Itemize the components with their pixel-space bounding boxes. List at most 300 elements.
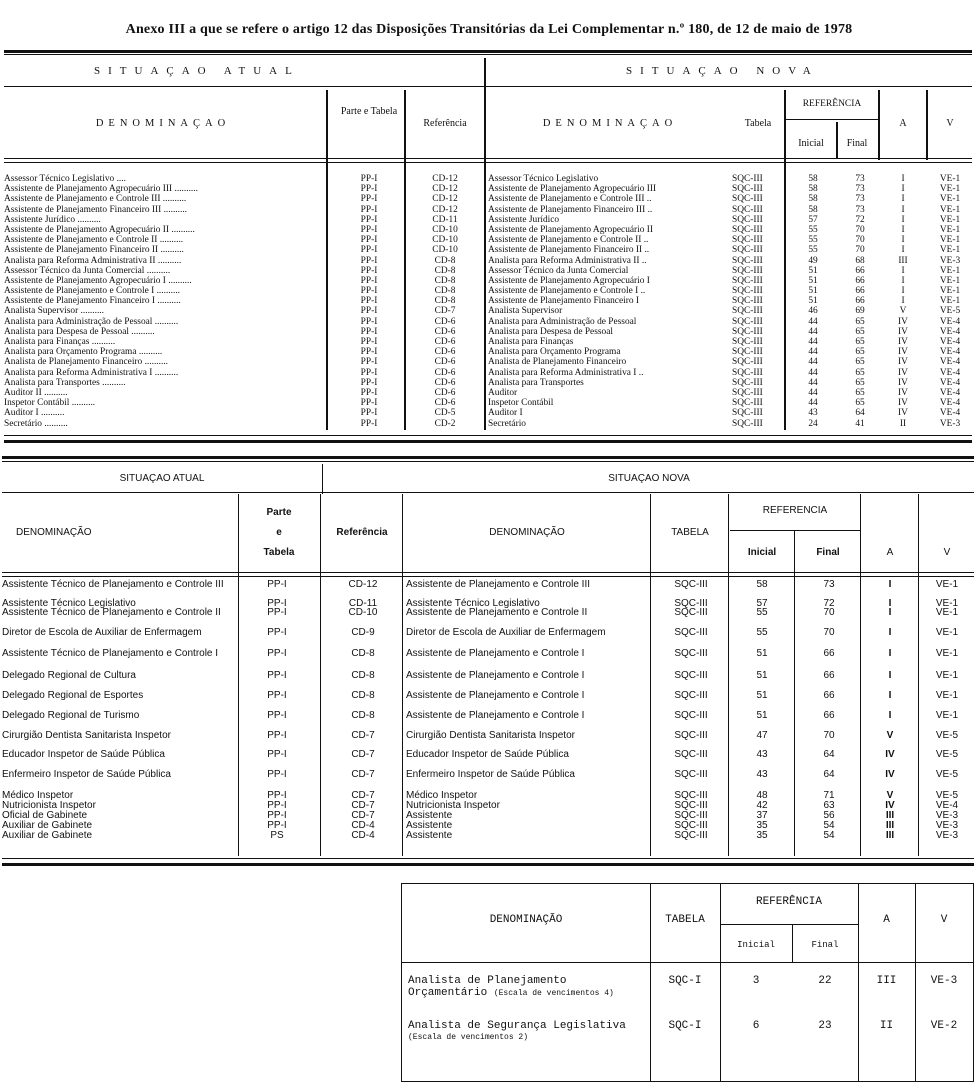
col-a: I: [901, 275, 905, 286]
col-a: IV: [898, 337, 908, 347]
ref-inicial: 58: [808, 174, 818, 184]
col-a: IV: [898, 326, 908, 337]
table-row: [4, 184, 972, 194]
ref-final: 70: [855, 224, 865, 235]
col-v: VE-1: [939, 296, 961, 307]
old-parte: PP-I: [360, 408, 378, 419]
new-tabela: SQC-III: [732, 387, 763, 398]
new-tabela: SQC-III: [732, 214, 763, 225]
old-denominacao: Educador Inspetor de Saúde Pública: [2, 749, 165, 760]
old-denominacao: Assistente de Planejamento Agropecuário II ..........: [4, 224, 195, 235]
rule: [2, 572, 974, 573]
old-parte: PP-I: [360, 235, 378, 246]
ref-final: 65: [855, 398, 865, 409]
rule: [2, 576, 974, 577]
old-denominacao: Diretor de Escola de Auxiliar de Enfermagem: [2, 627, 202, 638]
new-denominacao: Assistente de Planejamento e Controle I: [406, 648, 585, 659]
col-a: I: [888, 670, 892, 681]
old-referencia: CD-7: [351, 749, 375, 760]
ref-final: 65: [855, 367, 865, 378]
old-parte: PP-I: [267, 598, 287, 609]
ref-inicial: 44: [808, 398, 818, 409]
new-denominacao: Assistente: [406, 820, 453, 831]
rule: [4, 86, 972, 87]
row-final: 23: [818, 1020, 832, 1032]
new-denominacao: Inspetor Contábil: [488, 398, 554, 409]
old-referencia: CD-7: [434, 306, 456, 317]
old-denominacao: Analista para Despesa de Pessoal ..........: [4, 326, 155, 337]
old-denominacao: Delegado Regional de Turismo: [2, 710, 140, 721]
col-a: IV: [898, 357, 908, 368]
new-tabela: SQC-III: [674, 790, 708, 801]
header-parte-tabela-text: Parte e Tabela: [340, 106, 398, 117]
col-a: IV: [885, 800, 895, 811]
new-denominacao: Assistente de Planejamento e Controle I: [406, 670, 585, 681]
col-a: IV: [898, 367, 908, 378]
old-referencia: CD-4: [351, 820, 375, 831]
new-tabela: SQC-III: [674, 627, 708, 638]
col-v: VE-3: [935, 810, 959, 821]
table-row: [4, 398, 972, 408]
old-denominacao: Inspetor Contábil ..........: [4, 398, 96, 409]
old-parte: PP-I: [267, 790, 287, 801]
old-referencia: CD-8: [351, 648, 375, 659]
old-referencia: CD-8: [434, 265, 456, 276]
old-parte: PP-I: [360, 184, 378, 195]
col-a: V: [886, 730, 894, 741]
old-referencia: CD-11: [432, 214, 458, 225]
old-denominacao: Analista para Administração de Pessoal ..........: [4, 316, 179, 327]
col-a: I: [901, 265, 905, 276]
new-denominacao: Assistente de Planejamento Financeiro II ..: [488, 245, 650, 256]
old-referencia: CD-12: [432, 174, 458, 184]
old-referencia: CD-6: [434, 347, 456, 358]
new-tabela: SQC-III: [732, 306, 763, 317]
col-v: VE-4: [939, 377, 961, 388]
header-referencia-group: REFERENCIA: [762, 505, 828, 516]
header-v: V: [946, 118, 954, 129]
new-tabela: SQC-III: [674, 648, 708, 659]
col-rule: [878, 90, 880, 160]
col-rule: [860, 494, 861, 856]
header-parte: Parte: [266, 507, 292, 518]
old-referencia: CD-8: [434, 255, 456, 266]
table-row: [4, 235, 972, 245]
col-v: VE-4: [939, 398, 961, 409]
rule: [720, 924, 858, 925]
old-parte: PP-I: [360, 398, 378, 409]
ref-final: 70: [823, 627, 835, 638]
table-row: [4, 419, 972, 429]
ref-final: 65: [855, 377, 865, 388]
row-inicial: 6: [752, 1020, 760, 1032]
old-denominacao: Enfermeiro Inspetor de Saúde Pública: [2, 769, 171, 780]
annex-title: Anexo III a que se refere o artigo 12 das Disposições Transitórias da Lei Complementar n.º 180, de 12 de maio de 1978: [125, 22, 853, 37]
old-parte: PP-I: [360, 418, 378, 429]
ref-inicial: 51: [756, 710, 768, 721]
ref-inicial: 37: [756, 810, 768, 821]
ref-final: 69: [855, 306, 865, 317]
new-tabela: SQC-III: [674, 769, 708, 780]
col-v: VE-1: [939, 245, 961, 256]
new-tabela: SQC-III: [732, 357, 763, 368]
col-v: VE-1: [939, 184, 961, 195]
ref-final: 56: [823, 810, 835, 821]
old-referencia: CD-10: [432, 245, 458, 256]
old-parte: PP-I: [267, 710, 287, 721]
old-referencia: CD-12: [432, 194, 458, 205]
col-rule: [322, 464, 323, 494]
header-tabela: Tabela: [744, 118, 772, 129]
row-inicial: 3: [752, 975, 760, 987]
ref-inicial: 58: [808, 194, 818, 205]
col-rule: [320, 494, 321, 856]
col-rule: [918, 494, 919, 856]
rule: [4, 50, 972, 53]
ref-inicial: 58: [808, 204, 818, 215]
col-v: VE-1: [939, 214, 961, 225]
col-v: VE-4: [939, 326, 961, 337]
table-row: [4, 317, 972, 327]
old-referencia: CD-8: [434, 286, 456, 297]
new-tabela: SQC-III: [732, 377, 763, 388]
row-v: VE-3: [930, 975, 958, 987]
old-parte: PP-I: [360, 367, 378, 378]
rule: [2, 863, 974, 866]
section-situacao-atual: SITUAÇAO ATUAL: [94, 65, 300, 77]
col-v: VE-4: [935, 800, 959, 811]
col-a: III: [885, 830, 895, 841]
header-e: e: [276, 527, 282, 538]
new-tabela: SQC-III: [674, 710, 708, 721]
ref-final: 64: [855, 408, 865, 419]
ref-final: 72: [823, 598, 835, 609]
old-referencia: CD-8: [351, 710, 375, 721]
old-referencia: CD-8: [434, 275, 456, 286]
new-denominacao: Auditor: [488, 387, 518, 398]
old-parte: PS: [270, 830, 284, 841]
col-v: VE-4: [939, 337, 961, 347]
new-denominacao: Assistente: [406, 830, 453, 841]
old-parte: PP-I: [267, 579, 287, 590]
ref-inicial: 44: [808, 347, 818, 358]
col-a: IV: [885, 749, 895, 760]
col-v: VE-5: [935, 749, 959, 760]
ref-final: 73: [855, 194, 865, 205]
new-denominacao: Assistente de Planejamento Agropecuário I: [488, 275, 650, 286]
col-v: VE-1: [935, 579, 959, 590]
ref-final: 66: [823, 710, 835, 721]
col-v: VE-1: [939, 265, 961, 276]
old-parte: PP-I: [360, 337, 378, 347]
col-a: III: [898, 255, 908, 266]
old-denominacao: Nutricionista Inspetor: [2, 800, 96, 811]
ref-inicial: 51: [756, 648, 768, 659]
ref-inicial: 46: [808, 306, 818, 317]
ref-inicial: 51: [808, 296, 818, 307]
new-denominacao: Assistente Jurídico: [488, 214, 560, 225]
col-a: IV: [898, 377, 908, 388]
new-tabela: SQC-III: [732, 418, 763, 429]
col-v: VE-4: [939, 387, 961, 398]
header-denominacao-old: DENOMINAÇÃO: [16, 527, 92, 538]
new-denominacao: Analista Supervisor: [488, 306, 563, 317]
ref-inicial: 44: [808, 316, 818, 327]
old-denominacao: Delegado Regional de Esportes: [2, 690, 144, 701]
ref-final: 65: [855, 357, 865, 368]
new-tabela: SQC-III: [732, 174, 763, 184]
new-denominacao: Assistente de Planejamento e Controle II ..: [488, 235, 649, 246]
col-v: VE-5: [939, 306, 961, 317]
old-denominacao: Assistente de Planejamento e Controle I ..........: [4, 286, 181, 297]
ref-inicial: 57: [756, 598, 768, 609]
new-denominacao: Analista para Finanças: [488, 337, 574, 347]
col-a: I: [901, 194, 905, 205]
new-denominacao: Analista para Administração de Pessoal: [488, 316, 637, 327]
table-row: [4, 174, 972, 184]
old-referencia: CD-6: [434, 316, 456, 327]
new-tabela: SQC-III: [732, 255, 763, 266]
new-tabela: SQC-III: [732, 367, 763, 378]
new-denominacao: Assistente de Planejamento e Controle III ..: [488, 194, 652, 205]
ref-final: 73: [855, 174, 865, 184]
new-tabela: SQC-III: [732, 275, 763, 286]
ref-inicial: 44: [808, 326, 818, 337]
header-inicial: Inicial: [737, 940, 775, 950]
rule: [402, 962, 973, 963]
table-row: [4, 194, 972, 204]
old-referencia: CD-10: [432, 235, 458, 246]
old-referencia: CD-6: [434, 337, 456, 347]
new-tabela: SQC-III: [674, 800, 708, 811]
header-denominacao-new: DENOMINAÇÃO: [489, 527, 565, 538]
new-denominacao: Assistente de Planejamento e Controle I ..: [488, 286, 646, 297]
new-denominacao: Auditor I: [488, 408, 523, 419]
col-a: I: [901, 296, 905, 307]
old-referencia: CD-8: [351, 670, 375, 681]
ref-final: 65: [855, 337, 865, 347]
new-tabela: SQC-III: [674, 810, 708, 821]
header-parte-tabela: [334, 106, 404, 118]
ref-inicial: 43: [756, 769, 768, 780]
old-parte: PP-I: [360, 326, 378, 337]
new-denominacao: Diretor de Escola de Auxiliar de Enfermagem: [406, 627, 606, 638]
rule: [2, 461, 974, 462]
row-name-line1: Analista de Planejamento: [408, 975, 567, 987]
old-denominacao: Assistente de Planejamento Financeiro II ..........: [4, 245, 184, 256]
col-a: IV: [885, 769, 895, 780]
old-parte: PP-I: [360, 224, 378, 235]
old-parte: PP-I: [267, 800, 287, 811]
old-referencia: CD-6: [434, 387, 456, 398]
table-row: [4, 286, 972, 296]
new-denominacao: Analista de Planejamento Financeiro: [488, 357, 627, 368]
new-denominacao: Assistente de Planejamento e Controle I: [406, 710, 585, 721]
header-a: A: [899, 118, 907, 129]
old-parte: PP-I: [267, 730, 287, 741]
row-name-line2: [408, 987, 648, 1000]
ref-final: 66: [855, 265, 865, 276]
new-denominacao: Educador Inspetor de Saúde Pública: [406, 749, 569, 760]
table-row: [4, 256, 972, 266]
col-v: VE-5: [935, 730, 959, 741]
old-referencia: CD-12: [432, 184, 458, 195]
rule: [786, 119, 878, 120]
ref-final: 65: [855, 326, 865, 337]
header-inicial: Inicial: [747, 547, 777, 558]
table-1-rows: [4, 174, 972, 429]
old-parte: PP-I: [360, 214, 378, 225]
new-tabela: SQC-III: [732, 235, 763, 246]
new-denominacao: Assistente Técnico Legislativo: [406, 598, 540, 609]
old-parte: PP-I: [360, 306, 378, 317]
old-denominacao: Assistente Jurídico ..........: [4, 214, 101, 225]
col-rule: [836, 122, 838, 158]
ref-final: 65: [855, 387, 865, 398]
old-denominacao: Secretário ..........: [4, 418, 68, 429]
row-v: VE-2: [930, 1020, 958, 1032]
header-tabela: TABELA: [671, 527, 709, 538]
old-referencia: CD-9: [351, 627, 375, 638]
old-denominacao: Analista para Finanças ..........: [4, 337, 116, 347]
table-row: [4, 327, 972, 337]
col-v: VE-4: [939, 316, 961, 327]
row-a: III: [876, 975, 897, 987]
old-parte: PP-I: [360, 174, 378, 184]
new-denominacao: Enfermeiro Inspetor de Saúde Pública: [406, 769, 575, 780]
new-denominacao: Assistente de Planejamento e Controle I: [406, 690, 585, 701]
header-tabela: TABELA: [665, 914, 705, 926]
old-denominacao: Analista para Transportes ..........: [4, 377, 126, 388]
new-denominacao: Assistente de Planejamento Agropecuário II: [488, 224, 654, 235]
ref-final: 54: [823, 830, 835, 841]
old-parte: PP-I: [360, 275, 378, 286]
table-row: [4, 276, 972, 286]
new-tabela: SQC-III: [674, 579, 708, 590]
ref-final: 64: [823, 769, 835, 780]
table-row: [408, 975, 648, 1000]
row-note: (Escala de vencimentos 4): [493, 989, 614, 998]
new-tabela: SQC-III: [732, 224, 763, 235]
col-v: VE-3: [939, 255, 961, 266]
section-situacao-nova: SITUAÇAO NOVA: [626, 65, 819, 77]
col-v: VE-1: [939, 235, 961, 246]
table-row: [4, 378, 972, 388]
ref-final: 66: [823, 670, 835, 681]
old-denominacao: Médico Inspetor: [2, 790, 74, 801]
ref-inicial: 51: [808, 265, 818, 276]
ref-inicial: 57: [808, 214, 818, 225]
old-denominacao: Auxiliar de Gabinete: [2, 830, 93, 841]
col-a: I: [901, 184, 905, 195]
ref-final: 66: [855, 275, 865, 286]
new-tabela: SQC-III: [732, 316, 763, 327]
col-v: VE-3: [935, 830, 959, 841]
old-referencia: CD-10: [432, 224, 458, 235]
col-a: I: [901, 204, 905, 215]
old-denominacao: Auditor II ..........: [4, 387, 68, 398]
ref-final: 41: [855, 418, 865, 429]
col-v: VE-1: [935, 648, 959, 659]
old-denominacao: Analista para Reforma Administrativa I ..........: [4, 367, 179, 378]
col-a: I: [888, 579, 892, 590]
table-1: [4, 50, 972, 440]
table-row: [4, 347, 972, 357]
ref-inicial: 51: [756, 670, 768, 681]
old-parte: PP-I: [360, 194, 378, 205]
ref-final: 70: [823, 607, 835, 618]
rule: [4, 440, 972, 443]
table-row: [4, 245, 972, 255]
ref-inicial: 42: [756, 800, 768, 811]
ref-final: 68: [855, 255, 865, 266]
ref-final: 64: [823, 749, 835, 760]
ref-inicial: 55: [808, 235, 818, 246]
col-a: III: [885, 820, 895, 831]
header-a: A: [886, 547, 894, 558]
rule: [2, 492, 974, 493]
row-name-line1: Analista de Segurança Legislativa: [408, 1020, 626, 1032]
old-referencia: CD-7: [351, 810, 375, 821]
old-parte: PP-I: [360, 204, 378, 215]
col-v: VE-4: [939, 357, 961, 368]
ref-inicial: 49: [808, 255, 818, 266]
col-v: VE-1: [939, 224, 961, 235]
header-v: V: [943, 547, 951, 558]
col-a: I: [901, 214, 905, 225]
ref-final: 66: [855, 296, 865, 307]
section-situacao-atual: SITUAÇAO ATUAL: [119, 473, 205, 484]
old-denominacao: Auxiliar de Gabinete: [2, 820, 93, 831]
old-referencia: CD-4: [351, 830, 375, 841]
old-denominacao: Assistente Técnico de Planejamento e Controle I: [2, 648, 219, 659]
new-denominacao: Secretário: [488, 418, 526, 429]
ref-inicial: 44: [808, 367, 818, 378]
col-v: VE-3: [939, 418, 961, 429]
new-denominacao: Assessor Técnico da Junta Comercial: [488, 265, 629, 276]
new-denominacao: Médico Inspetor: [406, 790, 478, 801]
new-denominacao: Assistente de Planejamento e Controle II: [406, 607, 588, 618]
col-a: IV: [898, 408, 908, 419]
ref-inicial: 35: [756, 820, 768, 831]
new-denominacao: Cirurgião Dentista Sanitarista Inspetor: [406, 730, 575, 741]
col-v: VE-1: [939, 286, 961, 297]
old-referencia: CD-7: [351, 800, 375, 811]
new-tabela: SQC-III: [732, 337, 763, 347]
new-tabela: SQC-III: [674, 730, 708, 741]
table-row: [4, 408, 972, 418]
old-denominacao: Assistente Técnico Legislativo: [2, 598, 136, 609]
old-denominacao: Analista para Reforma Administrativa II ..........: [4, 255, 182, 266]
new-tabela: SQC-III: [674, 749, 708, 760]
old-parte: PP-I: [267, 690, 287, 701]
ref-inicial: 48: [756, 790, 768, 801]
col-a: IV: [898, 316, 908, 327]
col-a: IV: [898, 347, 908, 358]
old-referencia: CD-6: [434, 326, 456, 337]
old-denominacao: Analista para Orçamento Programa ..........: [4, 347, 163, 358]
table-row: [4, 357, 972, 367]
row-a: II: [879, 1020, 894, 1032]
old-parte: PP-I: [360, 255, 378, 266]
ref-final: 66: [855, 286, 865, 297]
rule: [4, 54, 972, 55]
ref-inicial: 55: [808, 245, 818, 256]
ref-inicial: 43: [808, 408, 818, 419]
ref-final: 66: [823, 690, 835, 701]
ref-inicial: 55: [808, 224, 818, 235]
new-tabela: SQC-III: [732, 286, 763, 297]
